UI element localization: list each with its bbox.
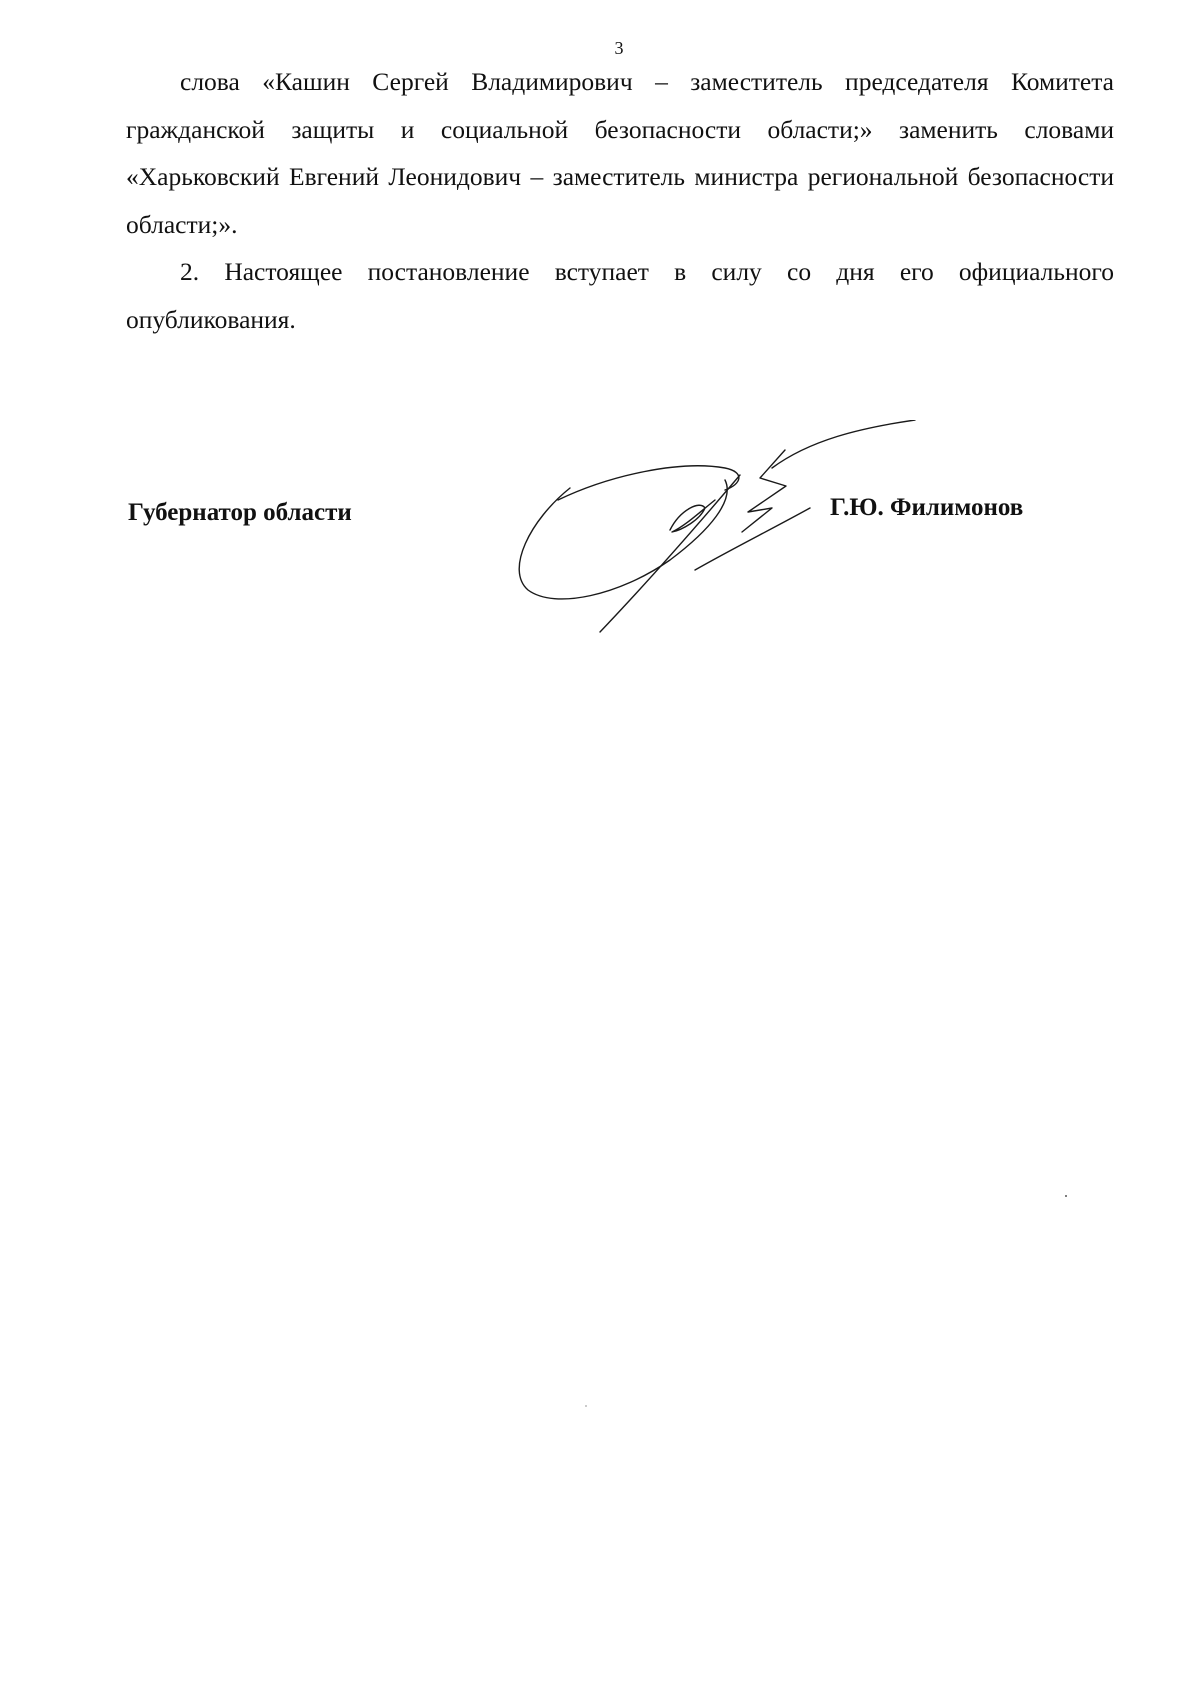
scan-speck xyxy=(1065,1195,1067,1197)
paragraph-amendment: слова «Кашин Сергей Владимирович – заместитель председателя Комитета гражданской защиты и социальной безопасности области;» заменить словами «Харьковский Евгений Леонидович – заместитель министра региональной безопасности области;». xyxy=(126,67,1114,239)
signer-name: Г.Ю. Филимонов xyxy=(830,494,1024,521)
scan-speck xyxy=(585,1405,587,1407)
paragraph-effective-date: 2. Настоящее постановление вступает в силу со дня его официального опубликования. xyxy=(126,257,1114,334)
page-number: 3 xyxy=(614,38,624,58)
handwritten-signature xyxy=(510,420,930,640)
signature-block xyxy=(0,0,1200,700)
signer-position-title: Губернатор области xyxy=(128,499,352,526)
